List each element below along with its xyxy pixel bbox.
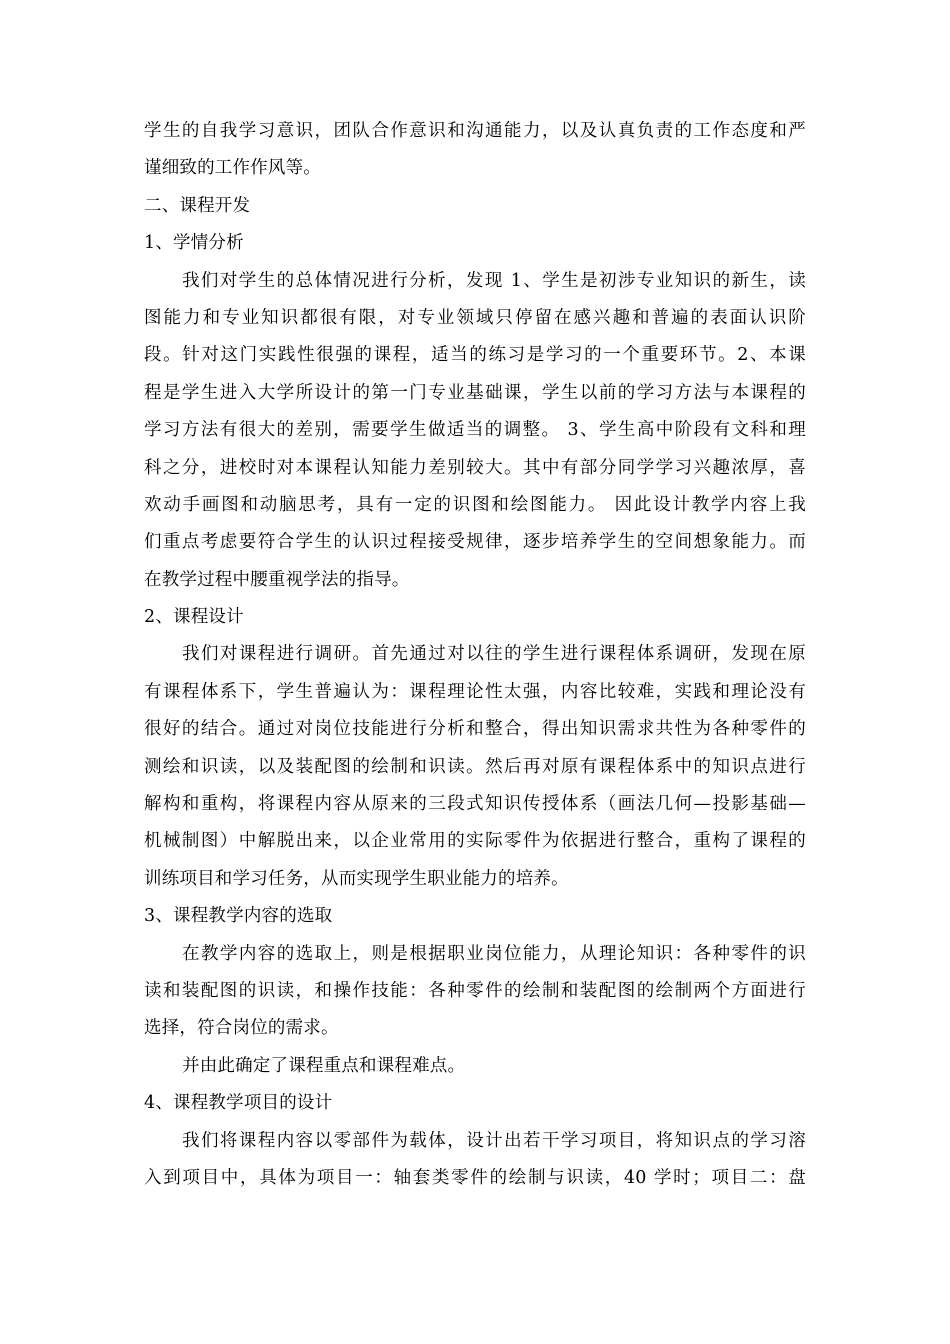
text-line: 训练项目和学习任务，从而实现学生职业能力的培养。 (144, 868, 569, 889)
text-line: 图能力和专业知识都很有限，对专业领域只停留在感兴趣和普遍的表面认识阶 (144, 307, 806, 328)
text-line: 欢动手画图和动脑思考，具有一定的识图和绘图能力。 因此设计教学内容上我 (144, 494, 806, 515)
text-line: 很好的结合。通过对岗位技能进行分析和整合，得出知识需求共性为各种零件的 (144, 719, 806, 740)
subsection-heading: 1、学情分析 (144, 233, 244, 254)
subsection-heading: 2、课程设计 (144, 607, 244, 628)
text-line: 读和装配图的识读，和操作技能：各种零件的绘制和装配图的绘制两个方面进行 (144, 980, 806, 1001)
text-line: 并由此确定了课程重点和课程难点。 (182, 1055, 466, 1076)
section-heading: 二、课程开发 (144, 195, 251, 216)
text-line: 我们将课程内容以零部件为载体，设计出若干学习项目，将知识点的学习溶 (182, 1130, 806, 1151)
text-line: 在教学内容的选取上，则是根据职业岗位能力，从理论知识：各种零件的识 (182, 943, 806, 964)
text-line: 段。针对这门实践性很强的课程，适当的练习是学习的一个重要环节。2、本课 (144, 345, 806, 366)
text-line: 选择，符合岗位的需求。 (144, 1018, 339, 1039)
subsection-heading: 3、课程教学内容的选取 (144, 906, 333, 927)
text-line: 有课程体系下，学生普遍认为：课程理论性太强，内容比较难，实践和理论没有 (144, 681, 806, 702)
text-line: 谨细致的工作作风等。 (144, 158, 321, 179)
document-page (144, 113, 806, 1197)
subsection-heading: 4、课程教学项目的设计 (144, 1093, 333, 1114)
text-line: 在教学过程中腰重视学法的指导。 (144, 569, 410, 590)
text-line: 我们对学生的总体情况进行分析，发现 1、学生是初涉专业知识的新生，读 (182, 270, 806, 291)
text-line: 我们对课程进行调研。首先通过对以往的学生进行课程体系调研，发现在原 (182, 644, 806, 665)
text-line: 学生的自我学习意识，团队合作意识和沟通能力，以及认真负责的工作态度和严 (144, 121, 806, 141)
text-line: 测绘和识读，以及装配图的绘制和识读。然后再对原有课程体系中的知识点进行 (144, 756, 806, 777)
text-line: 解构和重构，将课程内容从原来的三段式知识传授体系（画法几何—投影基础— (144, 794, 806, 815)
text-line: 们重点考虑要符合学生的认识过程接受规律，逐步培养学生的空间想象能力。而 (144, 532, 806, 553)
text-line: 程是学生进入大学所设计的第一门专业基础课，学生以前的学习方法与本课程的 (144, 382, 806, 403)
text-line: 机械制图）中解脱出来，以企业常用的实际零件为依据进行整合，重构了课程的 (144, 831, 806, 852)
text-line: 科之分，进校时对本课程认知能力差别较大。其中有部分同学学习兴趣浓厚，喜 (144, 457, 806, 478)
text-line: 入到项目中，具体为项目一：轴套类零件的绘制与识读，40 学时；项目二：盘 (144, 1167, 806, 1188)
text-line: 学习方法有很大的差别，需要学生做适当的调整。 3、学生高中阶段有文科和理 (144, 420, 806, 441)
